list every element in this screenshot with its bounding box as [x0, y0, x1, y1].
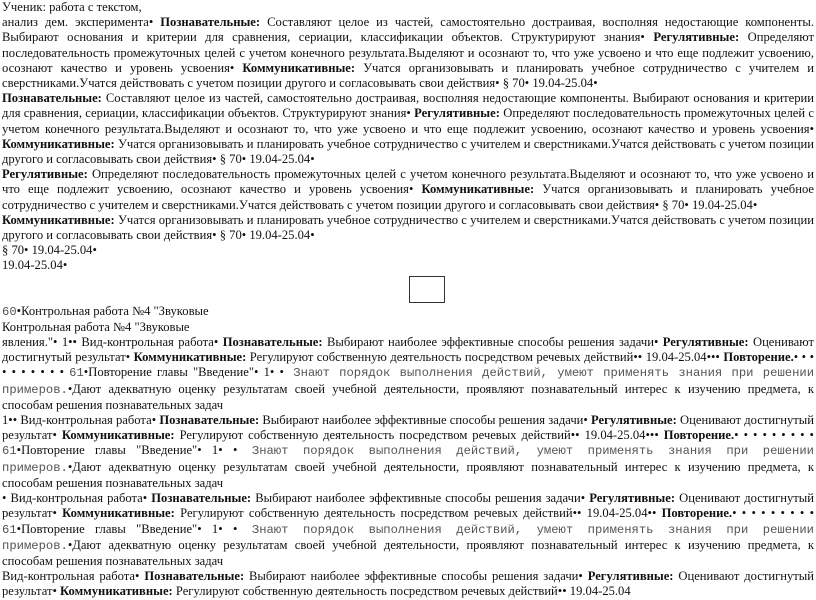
repeat-text: Повторение главы "Введение"	[21, 521, 198, 536]
bullet: •	[575, 428, 580, 443]
bullet: •	[654, 197, 660, 212]
bullet: •	[751, 506, 756, 521]
bullet: •	[142, 491, 148, 506]
bullet: •	[21, 365, 26, 380]
section-line	[2, 243, 814, 258]
hours: 1	[57, 335, 69, 350]
student-line: Ученик: работа с текстом,	[2, 0, 142, 14]
bullet: •	[16, 521, 22, 536]
bullet: •	[213, 335, 219, 350]
cognitive-label: Познавательные:	[2, 91, 102, 106]
cognitive-text: Составляют целое из частей, самостоятельно достраивая, восполняя недостающие компоненты. Выбирают основания и критерии для сравнения, сериации, классификации объектов. Структурируют знания	[2, 15, 815, 45]
bullet: •	[83, 365, 89, 380]
bullet: •	[229, 60, 235, 75]
communicative-text: Регулируют собственную деятельность посредством речевых действий	[174, 506, 573, 521]
cognitive-text: Выбирают наиболее эффективные способы решения задачи	[244, 569, 579, 584]
bullet: •	[52, 428, 57, 443]
bullet: •	[2, 365, 7, 380]
regulative-label: Регулятивные:	[591, 413, 677, 428]
bullet: •	[67, 537, 73, 552]
bullet: •	[406, 106, 411, 121]
lesson-number: 61	[2, 522, 17, 537]
bullet: •	[40, 365, 45, 380]
section-ref: § 70	[219, 228, 242, 243]
bullet: •	[649, 428, 655, 443]
bullet: •	[799, 506, 805, 521]
bullet: •	[593, 76, 598, 91]
repeat-label: Повторение.	[663, 428, 735, 443]
regulative-label: Регулятивные:	[2, 167, 88, 182]
communicative-text: Учатся организовывать и планировать учебное сотрудничество с учителем и сверстниками.Учатся действовать с учетом позиции другого и согласовывать свои действия	[2, 212, 814, 243]
hours: 1	[258, 365, 270, 380]
bullet: •	[753, 428, 758, 443]
lesson-title: Контрольная работа №4 "Звуковые	[21, 303, 209, 318]
bullet: •	[67, 459, 73, 474]
hours: 1	[2, 413, 9, 428]
lesson-block-3	[2, 491, 814, 569]
bullet: •	[647, 506, 652, 521]
regulative-text: Оценивают достигнутый результат	[2, 491, 814, 521]
cognitive-label: Познавательные:	[222, 335, 323, 350]
bullet: •	[809, 350, 814, 365]
cognitive-text: Выбирают наиболее эффективные способы решения задачи	[259, 413, 584, 428]
bullet: •	[241, 152, 247, 167]
section-ref: § 70	[662, 197, 685, 212]
regulative-label: Регулятивные:	[587, 569, 674, 584]
bullet: •	[762, 428, 767, 443]
bullet: •	[715, 350, 720, 365]
bullet: •	[781, 428, 786, 443]
date-range: 19.04-25.04	[642, 350, 707, 365]
ud-block-3	[2, 167, 814, 213]
bullet: •	[254, 365, 259, 380]
bullet: •	[580, 491, 586, 506]
bullet: •	[59, 365, 64, 380]
bullet: •	[30, 365, 36, 380]
skills-text: Знают порядок выполнения действий, умеют применять знания при решении примеров.	[2, 522, 814, 553]
cognitive-text: Выбирают наиболее эффективные способы решения задачи	[251, 491, 581, 506]
bullet: •	[653, 335, 659, 350]
bullet: •	[800, 428, 805, 443]
regulative-text: Определяют последовательность промежуточных целей с учетом конечного результата.Выделяют и осознают то, что уже усвоено и что еще подлежит усвоению, осознают качество и уровень усвоения	[2, 167, 814, 197]
bullet: •	[16, 303, 22, 318]
bullet: •	[557, 584, 563, 599]
communicative-text: Регулируют собственную деятельность посредством речевых действий	[246, 350, 634, 365]
bullet: •	[151, 413, 157, 428]
lesson-type: Вид-контрольная работа	[76, 335, 214, 350]
lesson-heading	[2, 304, 814, 320]
personal-text: Дают адекватную оценку результатам своей учебной деятельности, проявляют познавательный интерес к изучению предмета, к способам решения познавательных задач	[2, 537, 814, 568]
bullet: •	[269, 365, 275, 380]
personal-text: Дают адекватную оценку результатам своей учебной деятельности, проявляют познавательный интерес к изучению предмета, к способам решения познавательных задач	[2, 459, 814, 490]
communicative-label: Коммуникативные:	[61, 428, 175, 443]
lesson-number: 61	[2, 444, 17, 459]
bullet: •	[732, 506, 737, 521]
bullet: •	[495, 76, 500, 91]
bullet: •	[218, 443, 223, 458]
date-range: 19.04-25.04	[246, 152, 311, 167]
section-ref: § 70	[2, 243, 25, 258]
bullet: •	[809, 506, 814, 521]
bullet: •	[310, 152, 315, 167]
communicative-text: Учатся организовывать и планировать учебное сотрудничество с учителем и сверстниками.Учатся действовать с учетом позиции другого и согласовывать свои действия	[2, 60, 814, 91]
bullet: •	[583, 413, 588, 428]
bullet: •	[633, 350, 638, 365]
bullet: •	[24, 243, 29, 258]
date-range: 19.04-25.04	[28, 243, 93, 258]
bullet: •	[53, 335, 58, 350]
lesson-title-tail: явления."	[2, 335, 54, 350]
date-range: 19.04-25.04	[529, 76, 594, 91]
bullet: •	[809, 428, 814, 443]
bullet: •	[279, 365, 284, 380]
hours: 1	[201, 521, 219, 536]
bullet: •	[741, 506, 747, 521]
ud-block-4	[2, 213, 814, 243]
regulative-label: Регулятивные:	[653, 30, 740, 45]
bullet: •	[770, 506, 776, 521]
date-range: 19.04-25.04	[566, 584, 631, 599]
repeat-text: Повторение главы "Введение"	[88, 365, 255, 380]
image-placeholder-box	[409, 276, 445, 303]
communicative-label: Коммуникативные:	[133, 350, 247, 365]
bullet: •	[197, 521, 202, 536]
regulative-label: Регулятивные:	[589, 491, 676, 506]
regulative-text: Оценивают достигнутый результат	[2, 569, 815, 599]
communicative-label: Коммуникативные:	[421, 182, 535, 197]
bullet: •	[640, 30, 645, 45]
repeat-text: Повторение главы "Введение"	[21, 443, 198, 458]
lesson-number: 60	[2, 304, 17, 319]
personal-text: Дают адекватную оценку результатам своей учебной деятельности, проявляют познавательный интерес к изучению предмета, к способам решения познавательных задач	[2, 381, 814, 412]
repeat-label: Повторение.	[723, 350, 794, 365]
bullet: •	[684, 197, 689, 212]
bullet: •	[790, 428, 796, 443]
bullet: •	[572, 506, 577, 521]
bullet: •	[232, 443, 238, 458]
communicative-label: Коммуникативные:	[60, 584, 173, 599]
regulative-text: Оценивают достигнутый результат	[2, 413, 814, 443]
bullet: •	[52, 506, 57, 521]
lesson-title-2: Контрольная работа №4 "Звуковые	[2, 319, 190, 334]
date-line	[2, 258, 814, 273]
bullet: •	[711, 350, 716, 365]
bullet: •	[212, 228, 217, 243]
date-range: 19.04-25.04	[2, 258, 63, 273]
lesson-type: Вид-контрольная работа	[2, 569, 136, 584]
lesson-block-2	[2, 413, 814, 491]
bullet: •	[197, 443, 202, 458]
bullet: •	[780, 506, 785, 521]
skills-text: Знают порядок выполнения действий, умеют применять знания при решении примеров.	[2, 444, 814, 475]
bullet: •	[2, 491, 7, 506]
communicative-text: Учатся организовывать и планировать учебное сотрудничество с учителем и сверстниками.Учатся действовать с учетом позиции другого и согласовывать свои действия	[2, 136, 814, 167]
bullet: •	[11, 365, 17, 380]
bullet: •	[570, 428, 576, 443]
communicative-text: Учатся организовывать и планировать учебное сотрудничество с учителем и сверстниками.Учатся действовать с учетом позиции другого и согласовывать свои действия	[2, 182, 814, 212]
date-range: 19.04-25.04	[579, 428, 646, 443]
bullet: •	[49, 365, 55, 380]
bullet: •	[92, 243, 97, 258]
lesson-number: 61	[69, 366, 84, 381]
bullet: •	[637, 350, 643, 365]
bullet: •	[67, 381, 73, 396]
document	[2, 0, 814, 600]
bullet: •	[8, 413, 13, 428]
communicative-label: Коммуникативные:	[62, 506, 175, 521]
bullet: •	[706, 350, 711, 365]
regulative-label: Регулятивные:	[414, 106, 500, 121]
bullet: •	[524, 76, 530, 91]
regulative-label: Регулятивные:	[662, 335, 749, 350]
bullet: •	[310, 228, 315, 243]
section-ref: § 70	[219, 152, 242, 167]
bullet: •	[645, 428, 650, 443]
bullet: •	[135, 569, 140, 584]
bullet: •	[232, 521, 238, 536]
cognitive-label: Познавательные:	[151, 491, 252, 506]
cognitive-text: Составляют целое из частей, самостоятельно достраивая, восполняя недостающие компоненты. Выбирают основания и критерии для сравнения, сериации, классификации объектов. Структурируют знания	[2, 91, 814, 121]
ud-block-1	[2, 15, 814, 91]
skills-text: Знают порядок выполнения действий, умеют применять знания при решении примеров.	[2, 366, 815, 397]
bullet: •	[761, 506, 766, 521]
date-range: 19.04-25.04	[688, 197, 753, 212]
bullet: •	[52, 584, 57, 599]
regulative-text: Определяют последовательность промежуточных целей с учетом конечного результата.Выделяют и осознают то, что уже усвоено и что еще подлежит усвоению, осознают качество и уровень усвоения	[2, 106, 814, 136]
bullet: •	[790, 506, 795, 521]
bullet: •	[62, 258, 68, 273]
bullet: •	[16, 443, 22, 458]
bullet: •	[734, 428, 739, 443]
cognitive-text: Выбирают наиболее эффективные способы решения задачи	[322, 335, 654, 350]
hours: 1	[201, 443, 219, 458]
cognitive-label: Познавательные:	[144, 569, 245, 584]
ud-block-2	[2, 91, 814, 167]
bullet: •	[241, 228, 247, 243]
bullet: •	[12, 413, 18, 428]
communicative-label: Коммуникативные:	[242, 60, 356, 75]
regulative-text: Определяют последовательность промежуточных целей с учетом конечного результата.Выделяют и осознают то, что уже усвоено и что еще подлежит усвоению, осознают качество и уровень усвоения	[2, 30, 815, 75]
cognitive-label: Познавательные:	[159, 413, 260, 428]
bullet: •	[576, 506, 582, 521]
lesson-block-4	[2, 569, 814, 599]
bullet: •	[148, 15, 154, 30]
cognitive-label: Познавательные:	[160, 15, 261, 30]
regulative-text: Оценивают достигнутый результат	[2, 335, 814, 365]
repeat-label: Повторение.	[661, 506, 733, 521]
lesson-type: Вид-контрольная работа	[6, 491, 143, 506]
bullet: •	[809, 121, 814, 136]
intro-text: анализ дем. эксперимента	[2, 15, 149, 30]
bullet: •	[218, 521, 223, 536]
bullet: •	[578, 569, 583, 584]
communicative-text: Регулируют собственную деятельность посредством речевых действий	[172, 584, 558, 599]
section-ref: § 70	[502, 76, 525, 91]
date-range: 19.04-25.04	[581, 506, 648, 521]
bullet: •	[651, 506, 657, 521]
bullet: •	[562, 584, 567, 599]
bullet: •	[68, 335, 73, 350]
communicative-label: Коммуникативные:	[2, 136, 115, 151]
bullet: •	[408, 182, 414, 197]
communicative-label: Коммуникативные:	[2, 212, 115, 227]
bullet: •	[212, 152, 217, 167]
bullet: •	[752, 197, 758, 212]
bullet: •	[654, 428, 659, 443]
bullet: •	[771, 428, 777, 443]
bullet: •	[72, 335, 77, 350]
bullet: •	[125, 350, 131, 365]
communicative-text: Регулируют собственную деятельность посредством речевых действий	[174, 428, 571, 443]
date-range: 19.04-25.04	[246, 228, 311, 243]
lesson-type: Вид-контрольная работа	[17, 413, 152, 428]
bullet: •	[801, 350, 807, 365]
lesson-block-1	[2, 335, 814, 413]
bullet: •	[793, 350, 799, 365]
spacer	[2, 274, 814, 304]
bullet: •	[743, 428, 749, 443]
